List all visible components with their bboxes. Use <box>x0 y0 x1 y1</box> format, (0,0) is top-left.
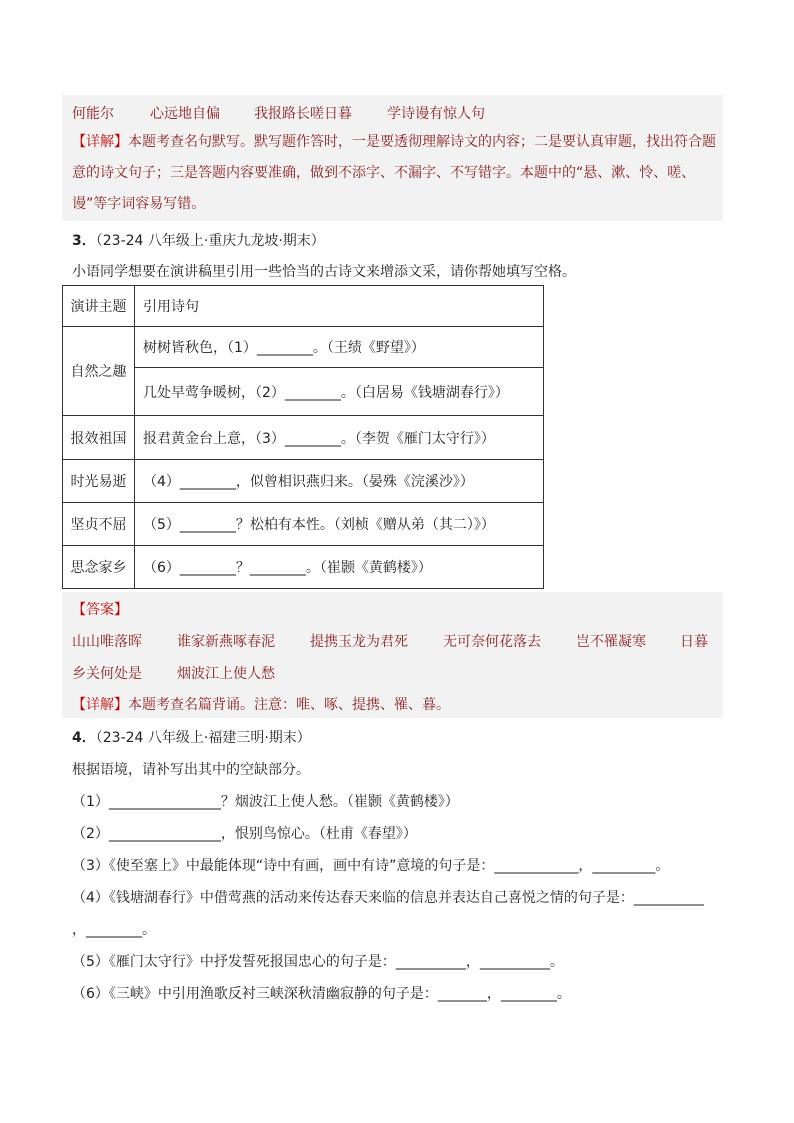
answer-item: 日暮 <box>680 634 708 650</box>
quote-cell: （4）________，似曾相识燕归来。（晏殊《浣溪沙》） <box>135 460 544 503</box>
answer-item: 岂不罹凝寒 <box>576 634 646 650</box>
detail-tag: 【详解】 <box>72 134 128 150</box>
table-row <box>63 503 544 546</box>
q4-item: （4）《钱塘湖春行》中借莺燕的活动来传达春天来临的信息并表达自己喜悦之情的句子是：__________ <box>72 890 704 906</box>
quote-cell: 树树皆秋色，（1）________。（王绩《野望》） <box>135 327 544 368</box>
question-3-header <box>72 230 325 250</box>
answer-item: 无可奈何花落去 <box>443 634 541 650</box>
q4-item: （3）《使至塞上》中最能体现“诗中有画，画中有诗”意境的句子是：____________，_________。 <box>72 858 670 874</box>
question-4-header <box>72 727 311 747</box>
answer-item: 山山唯落晖 <box>72 634 142 650</box>
question-4-prompt: 根据语境，请补写出其中的空缺部分。 <box>72 762 310 778</box>
table-row <box>63 460 544 503</box>
table-header-theme: 演讲主题 <box>63 286 135 327</box>
table-row <box>63 368 544 416</box>
q4-item: （6）《三峡》中引用渔歌反衬三峡深秋清幽寂静的句子是：_______，________。 <box>72 986 571 1002</box>
table-header-quote: 引用诗句 <box>135 286 544 327</box>
q4-item: （5）《雁门太守行》中抒发誓死报国忠心的句子是：__________，__________。 <box>72 954 564 970</box>
previous-detail <box>72 127 722 220</box>
answer-row-2 <box>72 663 722 687</box>
quote-cell: （6）________？________。（崔颢《黄鹤楼》） <box>135 546 544 589</box>
q4-item: （2）________________，恨别鸟惊心。（杜甫《春望》） <box>72 826 417 842</box>
quote-cell: （5）________？松柏有本性。（刘桢《赠从弟（其二）》） <box>135 503 544 546</box>
previous-answer-row <box>72 103 722 127</box>
answer-tag: 【答案】 <box>72 602 128 618</box>
theme-cell: 报效祖国 <box>63 416 135 460</box>
question-source: （23-24 八年级上·福建三明·期末） <box>95 730 311 746</box>
question-source: （23-24 八年级上·重庆九龙坡·期末） <box>95 233 325 249</box>
quote-table <box>62 285 544 589</box>
theme-cell: 时光易逝 <box>63 460 135 503</box>
answer-item: 烟波江上使人愁 <box>177 666 275 682</box>
answer-item: 心远地自偏 <box>150 106 220 122</box>
question-3-prompt: 小语同学想要在演讲稿里引用一些恰当的古诗文来增添文采，请你帮她填写空格。 <box>72 264 576 280</box>
answer-item: 学诗谩有惊人句 <box>387 106 485 122</box>
question-number: 3． <box>72 233 96 249</box>
answer-item: 何能尔 <box>72 106 114 122</box>
answer-item: 提携玉龙为君死 <box>310 634 408 650</box>
q4-item-continued: ，________。 <box>72 922 156 938</box>
theme-cell: 坚贞不屈 <box>63 503 135 546</box>
detail-text: 本题考查名句默写。默写题作答时，一是要透彻理解诗文的内容；二是要认真审题，找出符合题意的诗文句子；三是答题内容要准确，做到不添字、不漏字、不写错字。本题中的“悬、漱、怜、嗟、谩”等字词容易写错。 <box>72 134 716 212</box>
table-header-row <box>63 286 544 327</box>
theme-cell: 自然之趣 <box>63 327 135 416</box>
question-number: 4． <box>72 730 96 746</box>
table-row <box>63 546 544 589</box>
quote-cell: 报君黄金台上意，（3）________。（李贺《雁门太守行》） <box>135 416 544 460</box>
q4-item: （1）________________？烟波江上使人愁。（崔颢《黄鹤楼》） <box>72 794 459 810</box>
detail-tag: 【详解】 <box>72 697 128 713</box>
table-row <box>63 416 544 460</box>
theme-cell: 思念家乡 <box>63 546 135 589</box>
answer-item: 乡关何处是 <box>72 666 142 682</box>
answer-item: 谁家新燕啄春泥 <box>177 634 275 650</box>
detail-text: 本题考查名篇背诵。注意：唯、啄、提携、罹、暮。 <box>128 697 450 713</box>
q3-detail <box>72 694 450 714</box>
quote-cell: 几处早莺争暖树，（2）________。（白居易《钱塘湖春行》） <box>135 368 544 416</box>
answer-item: 我报路长嗟日暮 <box>254 106 352 122</box>
table-row <box>63 327 544 368</box>
answer-row-1 <box>72 631 722 655</box>
